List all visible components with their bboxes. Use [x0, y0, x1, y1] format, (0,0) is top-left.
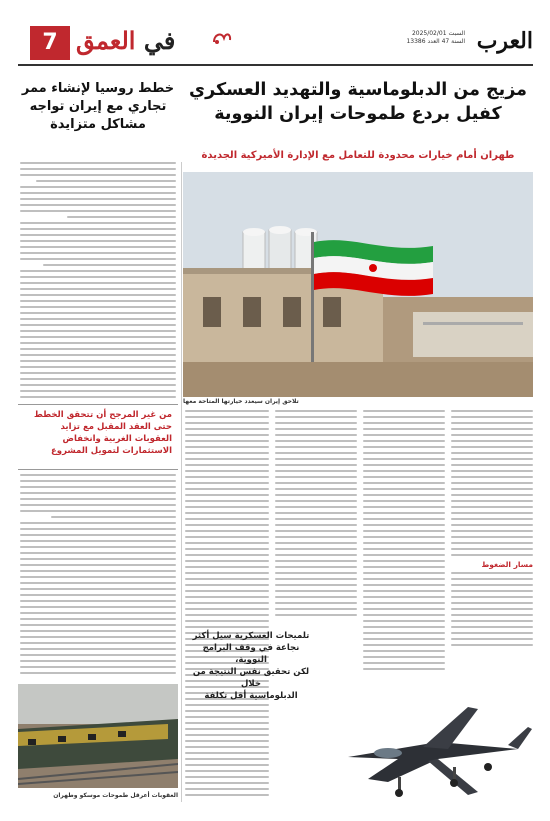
train-photo: [18, 684, 178, 788]
pull-quote-line2: نجاعة في وقف البرامج النووية،: [202, 643, 300, 665]
main-text-lines-col2: [363, 410, 445, 670]
fighter-jet-photo: [328, 687, 533, 812]
main-photo-caption: تلاحق إيران سيعدد خيارتها المتاحة معها: [183, 398, 299, 405]
page-number: 7: [30, 26, 70, 60]
side-article-body-bottom: [18, 474, 178, 679]
side-text-lines-top: [18, 162, 178, 398]
main-body-col-2: [363, 410, 445, 680]
side-highlight-box: [18, 404, 178, 470]
main-subsection-pressure: مسار الضغوط: [481, 560, 533, 569]
main-text-lines-col3: [275, 410, 357, 616]
pull-quote: [191, 630, 311, 702]
issue-info: [385, 30, 465, 46]
main-subheadline: طهران أمام خيارات محدودة للتعامل مع الإدارة الأميركية الجديدة: [201, 150, 515, 161]
issue-number: السنة 47 العدد 13386: [406, 38, 465, 45]
section-title-part1: في: [143, 26, 176, 55]
pull-quote-line1: تلميحات العسكرية سيل أكثر: [192, 631, 310, 641]
main-body-col-4: [185, 410, 269, 810]
main-body-col-3: [275, 410, 357, 628]
pull-quote-line3: لكن تحقيق نفس النتيجة من خلال: [192, 667, 310, 689]
side-highlight-text: من غير المرجح أن تتحقق الخطط حتى العقد المقبل مع تزايد العقوبات الغربية وانخفاض الاستثمارات لتمويل المشروع: [34, 410, 172, 456]
main-text-lines-col1: [451, 410, 533, 556]
main-text-lines-col4: [185, 410, 269, 796]
pull-quote-line4: الدبلوماسية أقل تكلفة: [204, 691, 298, 701]
train-illustration: [18, 684, 178, 788]
side-article-body-top: [18, 162, 178, 402]
train-photo-caption: العقوبات أعرقل طموحات موسكو وطهران: [53, 792, 178, 799]
side-text-lines-bottom: [18, 474, 178, 674]
main-headline: مزيج من الدبلوماسية والتهديد العسكري كفيل بردع طموحات إيران النووية: [189, 80, 527, 124]
section-ornament-icon: [212, 30, 232, 46]
page-header: [18, 22, 533, 66]
main-text-lines-col1b: [451, 572, 533, 646]
issue-date: السبت 2025/02/01: [411, 30, 465, 37]
nuclear-facility-photo: [183, 172, 533, 397]
nuclear-facility-illustration: [183, 172, 533, 397]
column-divider: [181, 162, 182, 802]
section-title-part2: العمق: [76, 26, 136, 55]
newspaper-page: [18, 22, 533, 812]
fighter-jet-illustration: [328, 687, 533, 812]
section-title: [76, 26, 175, 55]
side-headline: خطط روسيا لإنشاء ممر تجاري مع إيران تواجه مشاكل متزايدة: [21, 81, 175, 132]
newspaper-logo: العرب: [476, 28, 533, 54]
